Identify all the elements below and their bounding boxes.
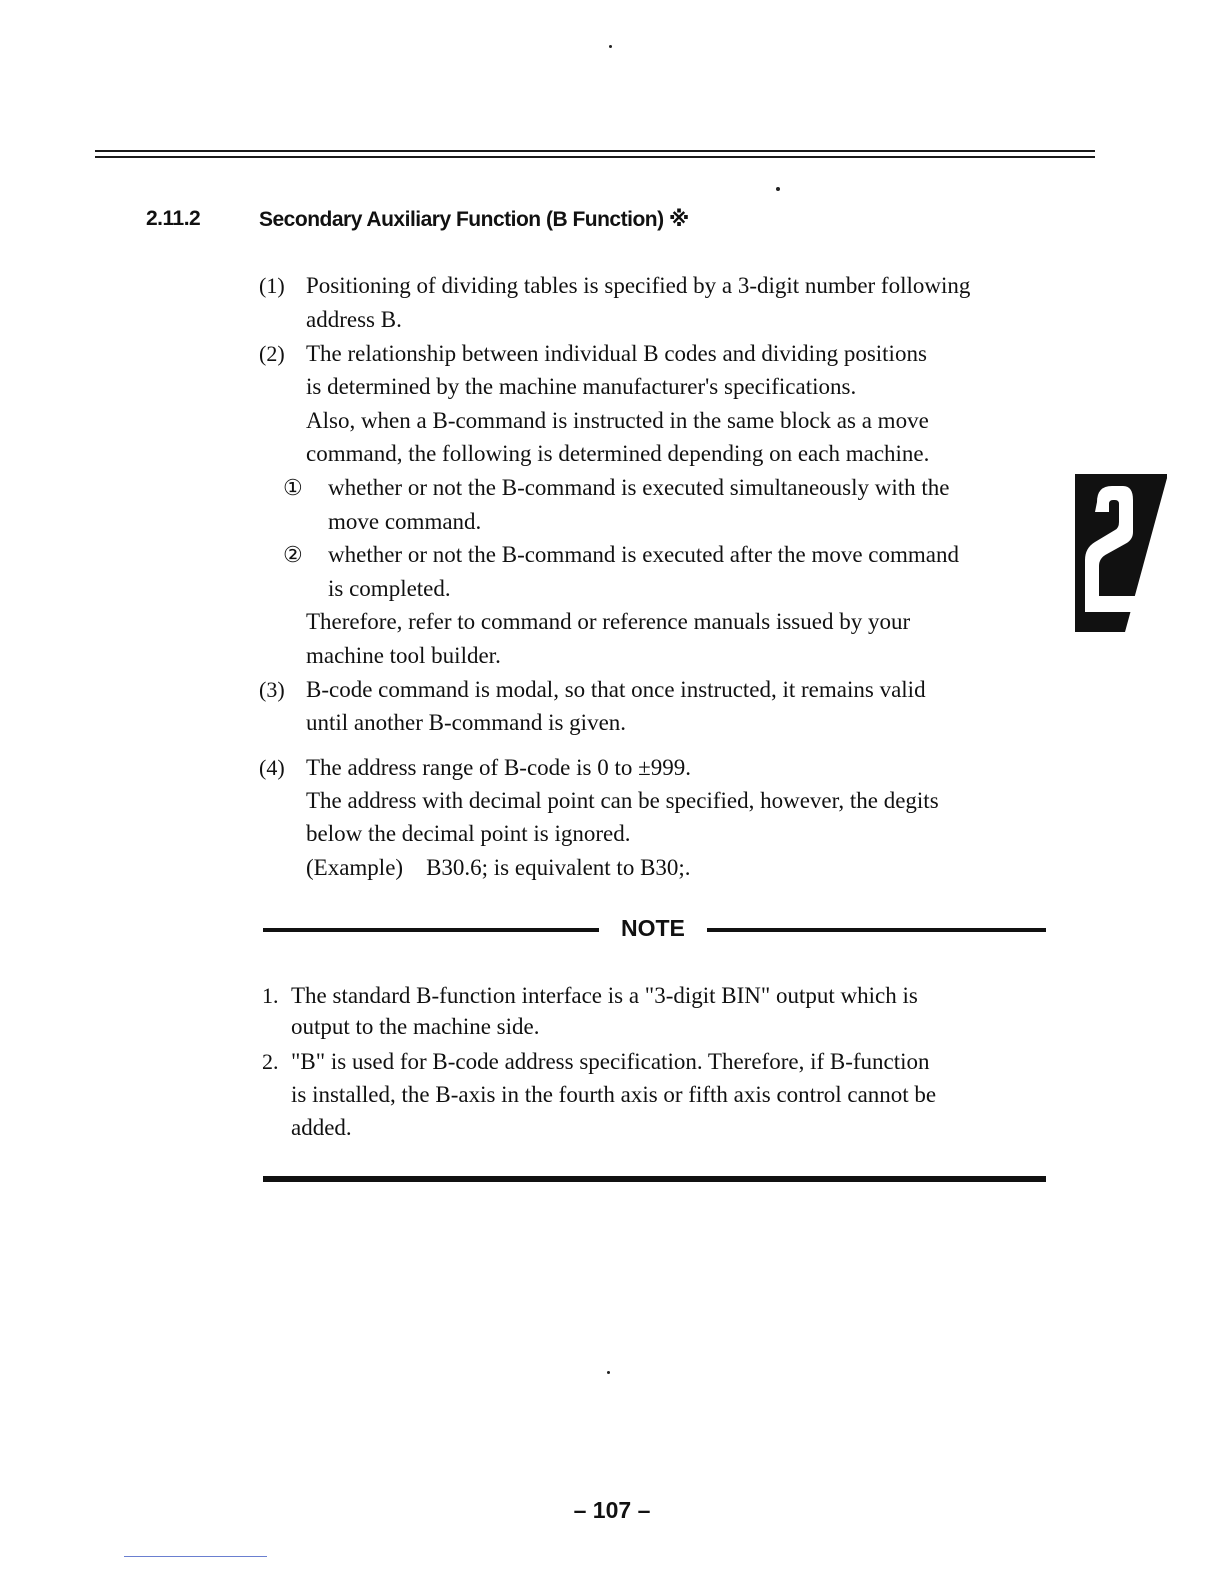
scan-speck	[609, 45, 612, 48]
note-1-line-1: The standard B-function interface is a "3-digit BIN" output which is	[291, 983, 918, 1008]
scan-speck	[607, 1371, 610, 1374]
note-item-marker: 2.	[262, 1049, 279, 1074]
note-rule-right	[707, 928, 1046, 932]
note-label: NOTE	[621, 915, 685, 941]
note-2-line-3: added.	[291, 1115, 352, 1140]
item-3-line-2: until another B-command is given.	[306, 710, 627, 735]
item-3-line-1: B-code command is modal, so that once instructed, it remains valid	[306, 677, 926, 702]
note-item-marker: 1.	[262, 983, 279, 1008]
chapter-tab-icon	[1075, 474, 1167, 632]
item-2-line-2: is determined by the machine manufacturer's specifications.	[306, 374, 857, 399]
note-2-line-2: is installed, the B-axis in the fourth axis or fifth axis control cannot be	[291, 1082, 937, 1107]
section-number: 2.11.2	[146, 207, 201, 230]
item-4-line-2: The address with decimal point can be specified, however, the degits	[306, 788, 939, 813]
item-marker: (1)	[259, 273, 285, 298]
item-1-line-2: address B.	[306, 307, 402, 332]
therefore-line-1: Therefore, refer to command or reference manuals issued by your	[306, 609, 911, 634]
item-2-line-3: Also, when a B-command is instructed in the same block as a move	[306, 408, 929, 433]
item-4-line-3: below the decimal point is ignored.	[306, 821, 631, 846]
subitem-marker: ①	[283, 475, 303, 500]
page-number: – 107 –	[573, 1497, 651, 1523]
item-2-line-4: command, the following is determined depending on each machine.	[306, 441, 930, 466]
note-1-line-2: output to the machine side.	[291, 1014, 540, 1039]
note-rule-bottom	[263, 1176, 1046, 1182]
item-marker: (3)	[259, 677, 285, 702]
footer-underline	[124, 1556, 267, 1557]
header-rule-bottom	[95, 156, 1095, 158]
subitem-1-line-2: move command.	[328, 509, 482, 534]
note-rule-left	[263, 928, 599, 932]
note-2-line-1: "B" is used for B-code address specification. Therefore, if B-function	[291, 1049, 930, 1074]
item-marker: (2)	[259, 341, 285, 366]
subitem-2-line-1: whether or not the B-command is executed after the move command	[328, 542, 960, 567]
scan-speck	[776, 187, 780, 191]
subitem-2-line-2: is completed.	[328, 576, 451, 601]
item-1-line-1: Positioning of dividing tables is specified by a 3-digit number following	[306, 273, 971, 298]
item-4-example: (Example) B30.6; is equivalent to B30;.	[306, 855, 691, 880]
item-marker: (4)	[259, 755, 285, 780]
subitem-1-line-1: whether or not the B-command is executed simultaneously with the	[328, 475, 950, 500]
header-rule-top	[95, 150, 1095, 152]
section-title: Secondary Auxiliary Function (B Function) ※	[259, 208, 689, 231]
therefore-line-2: machine tool builder.	[306, 643, 501, 668]
item-4-line-1: The address range of B-code is 0 to ±999.	[306, 755, 691, 780]
subitem-marker: ②	[283, 542, 303, 567]
item-2-line-1: The relationship between individual B codes and dividing positions	[306, 341, 927, 366]
